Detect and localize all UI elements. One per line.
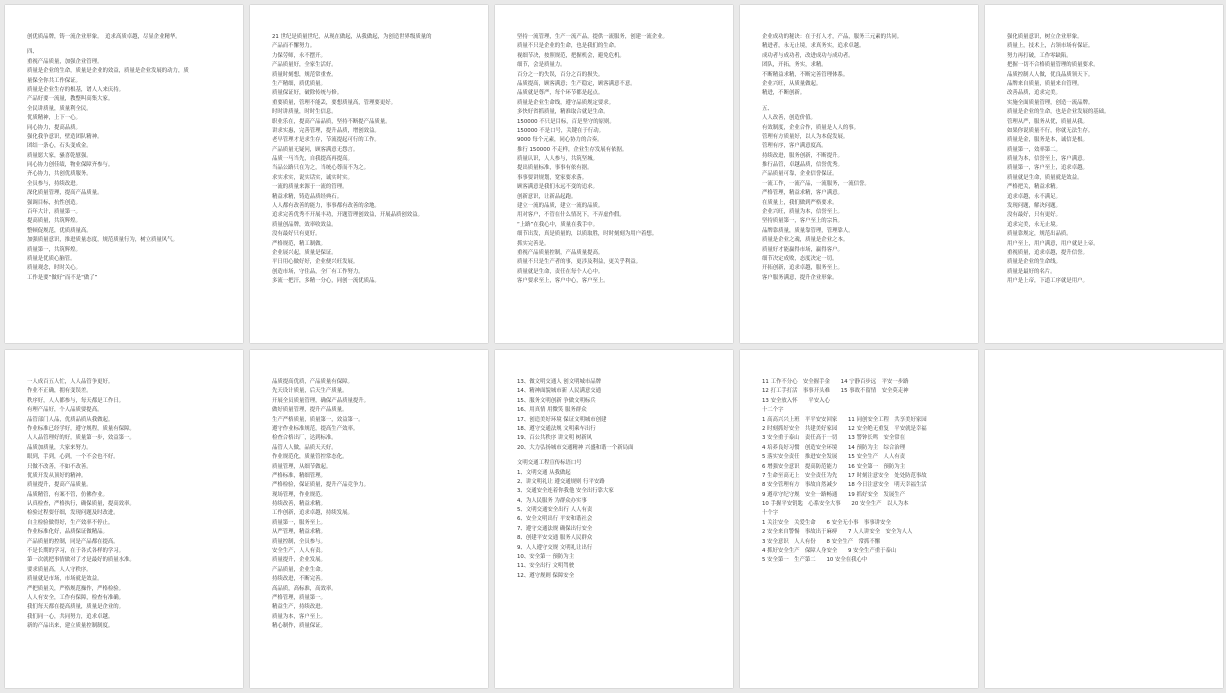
text-line: 质量为本，信誉至上，客户满意。 (1007, 156, 1088, 163)
text-line: 6 增强安全意识 提高防范能力 16 安全第一 预防为主 (762, 463, 906, 470)
text-line: 150000 不只是目标，百是坚守的原则。 (517, 118, 615, 125)
text-line: 品质提高优质，产品质量有保障。 (272, 379, 353, 385)
text-line: 检查合格出厂，达到标准。 (272, 435, 337, 442)
text-line: 精进者，永无止境，求真务实，追求卓越。 (762, 43, 865, 50)
text-line: 坚持一流管理，生产一流产品，提供一流服务，创建一流企业。 (517, 34, 668, 40)
text-line: 眼到，手到，心到，一个不会也不好。 (27, 454, 119, 461)
text-line: 1 高高兴兴上班 平平安安回家 11 同创安全工程 共享美好家园 (762, 416, 927, 423)
text-line: 量保全你共工作保证。 (27, 77, 81, 84)
text-line: 作业标准化好，品质保证做精品。 (27, 529, 108, 536)
page-8-content (517, 378, 721, 678)
text-line: 18、遵守交通法规 文明乘车出行 (517, 425, 596, 432)
text-line: 19、百公共秩序 讲文明 树新风 (517, 435, 592, 442)
text-line: 质量第一，服务至上。 (272, 519, 326, 526)
text-line: 21 世纪是质量世纪，从现在做起，从我做起，为创造世界级质量的 (272, 34, 432, 40)
text-line: 改善品质，追求完美。 (1007, 90, 1061, 97)
page-4 (740, 5, 978, 343)
text-line: 抓实完善是。 (517, 240, 550, 247)
text-line: 精益生产，持续改进。 (272, 604, 326, 611)
text-line: 有效制度，企业合作，质量是人人的事。 (762, 124, 860, 131)
text-line: 质量时刻想，规范常重查。 (272, 71, 337, 78)
text-line: 追求卓越，永不满足。 (1007, 193, 1061, 200)
text-line: 2、讲文明礼让 遵交通规则 行平安路 (517, 478, 605, 485)
text-line: 文明交通工程宣传标语口号 (517, 460, 582, 467)
text-line: 质量认识，人人参与，共筑坚城。 (517, 156, 598, 163)
text-line: 人人有安全，工作有保障，检查有准确。 (27, 594, 125, 601)
text-line: 质量就是市场，市场就是效益。 (27, 576, 103, 583)
text-line: 追求完美，永无止境。 (1007, 221, 1061, 228)
text-line: 品质控制人人做，优良品质领天下。 (1007, 71, 1094, 78)
text-line: 视细节决，按照规范，把握机会，避免危机。 (517, 52, 625, 59)
text-line: 细节决定成败，态度决定一切。 (762, 255, 838, 262)
text-line: 同心协力，提高品质。 (27, 124, 81, 131)
text-line: 提高质量，共筑辉煌。 (27, 218, 81, 225)
page-7-content (272, 378, 476, 678)
text-line: 实施全面质量管理，创造一流品牌。 (1007, 99, 1094, 106)
text-line: 努力再打破，工作零缺陷。 (1007, 52, 1072, 59)
text-line: 15、服务文明创新 争做文明标兵 (517, 397, 596, 404)
text-line: 追求完善优秀不开展丰功，开题管理创效益，开展品质创效益。 (272, 212, 423, 219)
text-line: 整顿促规范，优质质量高。 (27, 227, 92, 234)
text-line: 事事要讲规划，宽家要求落。 (517, 174, 588, 181)
text-line: 持续改进，不断完善。 (272, 576, 326, 583)
text-line: 安全生产，人人有责。 (272, 548, 326, 555)
text-line: 职业乐在，提高产品品质，坚持不断提产品质量。 (272, 118, 391, 125)
text-line: 平日用心做好好，企业便兴旺发展。 (272, 259, 359, 266)
text-line: 12、遵守规则 保障安全 (517, 572, 575, 579)
page-5-content (1007, 33, 1211, 333)
text-line: 严把质量关，严格规范操作，严格检验。 (27, 585, 125, 592)
text-line: 四、 (27, 49, 38, 56)
text-line: 严格规范，精工制做。 (272, 240, 326, 247)
text-line: 不断精益求精，不断完善管理体系。 (762, 71, 849, 78)
text-line: 品质就是尊严，每个环节都是起点。 (517, 90, 604, 97)
text-line: 质量愿大家，骚喜乾慰强。 (27, 152, 92, 159)
text-line: 人人都有改善的能力，事事都有改善的余地。 (272, 203, 380, 210)
text-line: 产品质量好，全家生活好。 (272, 62, 337, 69)
text-line: 强调目标，抗性创造。 (27, 199, 81, 206)
text-line: 人人改善，创造价值。 (762, 115, 816, 122)
text-line: 质量靠规定，规范出品质。 (1007, 231, 1072, 238)
text-line: 20、大力弘扬城市交通精神 兴盛和谐一个新局面 (517, 444, 634, 451)
page-1 (5, 5, 243, 343)
text-line: 强化质量意识，树立企业形象。 (1007, 34, 1083, 40)
text-line: 建立一流的品质，建立一流的品质。 (517, 203, 604, 210)
text-line: 作业规范化，质量管控常态化。 (272, 454, 348, 461)
text-line: 老早管理才是求生存，节流提起可行的工作。 (272, 137, 380, 144)
text-line: 精心制作，质量保证。 (272, 623, 326, 630)
text-line: 3 安全意识 人人有份 8 安全生产 常抓不懈 (762, 538, 881, 545)
text-line: 17、创造美好环境 保证文明城市创建 (517, 416, 607, 423)
text-line: 6、安全文明出行 平安和谐社会 (517, 516, 593, 523)
text-line: 产品而不懈努力。 (272, 43, 316, 50)
text-line: 质量保证好，破除传统与修。 (272, 90, 343, 97)
text-line: 当品公路只在为之，当统心尊而不为之。 (272, 165, 370, 172)
text-line: 16、用真情 用微笑 服务群众 (517, 407, 587, 414)
text-line: 产品质量无疑问，顾客满意无怨言。 (272, 146, 359, 153)
text-line: 检验过程要仔细，发现问题及时改进。 (27, 510, 119, 517)
text-line: 用对客户，不管在什么情况下，不弄虚作假。 (517, 212, 625, 219)
text-line: 质量第一，效率第二。 (1007, 146, 1061, 153)
page-4-content (762, 33, 966, 333)
page-3-content (517, 33, 721, 333)
text-line: 9000 每个元素，同心协力的合奏。 (517, 137, 603, 144)
text-line: 质量是企业生命线，遵守品质规定要求。 (517, 99, 615, 106)
text-line: 有理产品好，个人品质要提高。 (27, 407, 103, 414)
text-line: 5 落实安全责任 推进安全发展 15 安全生产 人人有责 (762, 454, 906, 461)
text-line: 8、创建平安交通 服务人民群众 (517, 535, 593, 542)
text-line: 先天设计质量，后天生产质量。 (272, 388, 348, 395)
text-line: 质量就是生命，质量就是效益。 (1007, 174, 1083, 181)
page-8 (495, 350, 733, 688)
text-line: 创新意识，让新品起跑。 (517, 193, 577, 200)
text-line: 质量是企业之魂，质量是企业之本。 (762, 237, 849, 244)
page-1-content (27, 33, 231, 333)
text-line: 加强质量意识，推进质量态度，规范质量行为，树立质量风气。 (27, 237, 178, 244)
text-line: 产品质量的控制，同是产品都在提高。 (27, 538, 119, 545)
page-7 (250, 350, 488, 688)
text-line: 品质提高，顾客满意；生产稳定，顾客满意不意。 (517, 80, 636, 87)
text-line: 力保劳师，永不摆开。 (272, 52, 326, 59)
text-line: 企业成功的秘诀：在于打人才，产品，服务三元素的共同。 (762, 34, 903, 40)
text-line: 11、安全出行 文明驾驶 (517, 563, 575, 570)
text-line: 不是长期的学习，在于各式各样的学习。 (27, 548, 125, 555)
text-line: 14、精神面貌城市新 人民满意交通 (517, 388, 602, 395)
text-line: 用户至上，用户满意，用户就是上帝。 (1007, 240, 1099, 247)
text-line: 细节出发，真是质量的，以质取胜，时时刻刻为用户着想。 (517, 231, 658, 238)
text-line: 3、交通安全连着你我他 安全出行靠大家 (517, 488, 614, 495)
text-line: 管理从严，服务从优，质量从我。 (1007, 118, 1088, 125)
text-line: 9、人人遵守交规 文明礼让出行 (517, 544, 593, 551)
text-line: 13、做文明交通人 创文明城市品牌 (517, 379, 602, 385)
text-line: 持续改进，服务创新，不断提升。 (762, 152, 843, 159)
text-line: 质量提升，企业发展。 (272, 557, 326, 564)
text-line: 求实求实，说实话实，诚实时实。 (272, 174, 353, 181)
text-line: 百分之一的失误，百分之百的损失。 (517, 71, 604, 78)
text-line: 质量上，技术上，占领市场有保证。 (1007, 43, 1094, 50)
page-2-content (272, 33, 476, 333)
text-line: 团队，开拓，务实，求精。 (762, 62, 827, 69)
text-line: 品管人人做，品质天天好。 (272, 444, 337, 451)
text-line: 质量是企业的生命，也是企业发展的基础。 (1007, 109, 1110, 116)
text-line: 质量第一，客户至上，追求卓越。 (1007, 165, 1088, 172)
text-line: 作业标准已经学好，遵守规程，质量有保障。 (27, 425, 135, 432)
page-10 (985, 350, 1223, 688)
text-line: 质量第一，共筑辉煌。 (27, 246, 81, 253)
text-line: 一流工作，一流产品，一流服务，一流信誉。 (762, 180, 870, 187)
text-line: 品牌来自质量，质量来自管理。 (1007, 80, 1083, 87)
page-2 (250, 5, 488, 343)
text-line: 质量是企业生存的根基，谱人人来庆持。 (27, 86, 125, 93)
text-line: 精益求精，铸造品质经典石。 (272, 193, 343, 200)
text-line: 质量控制，全员参与。 (272, 538, 326, 545)
text-line: 企业展兴起，质量是保证。 (272, 249, 337, 256)
text-line: 4 培养良好习惯 创造安全环境 14 预防为主 综合治理 (762, 444, 906, 451)
text-line: 5、文明交通安全出行 人人有责 (517, 507, 593, 514)
text-line: 时时讲质量，时时生信息。 (272, 109, 337, 116)
text-line: 严格检验，保证质量，提升产品竞争力。 (272, 482, 370, 489)
page-6-content (27, 378, 231, 678)
text-line: 品质精管，有案不管，仿佛作业。 (27, 491, 108, 498)
text-line: 重视产品质量，加强企业管理。 (27, 58, 103, 65)
text-line: 顾客满意是我们永远不变的追求。 (517, 184, 598, 191)
text-line: 坚持质量第一，客户至上的宗旨。 (762, 218, 843, 225)
text-line: 创优质品牌，铸一流企业形象。 追求高质卓越，尽显企业精华。 (27, 34, 181, 40)
text-line: 质量不只是生产者的事，更涉及利益，更关乎利益。 (517, 259, 641, 266)
text-line: 人人品管理好的好，质量第一步，效益第一。 (27, 435, 135, 442)
text-line: 9 遵章守纪守规 安全一路畅通 19 抓好安全 发展生产 (762, 491, 906, 498)
text-line: 五、 (762, 105, 773, 112)
text-line: 严格把关，精益求精。 (1007, 184, 1061, 191)
text-line: 工作创新，追求卓越，持续发展。 (272, 510, 353, 517)
text-line: 用户是上帝，下道工序就是用户。 (1007, 278, 1088, 285)
text-line: 没有最好，只有更好。 (1007, 212, 1061, 219)
text-line: 质量是最好的名片。 (1007, 268, 1056, 275)
text-line: 全员参与，持续改进。 (27, 180, 81, 187)
text-line: 秩序好，人人都参与，每天都是工作日。 (27, 397, 125, 404)
text-line: 质量是企业的生命，质量是企业的效益，质量是企业发展的动力，质 (27, 68, 189, 75)
text-line: 开拓创新，追求卓越，服务至上。 (762, 265, 843, 272)
text-line: 产品质量可靠，企业信誉保证。 (762, 171, 838, 178)
text-line: 推行品管，卓越品质，信誉优秀。 (762, 162, 843, 169)
text-line: 推行 150000 不走样，企业生存发展有依据。 (517, 146, 628, 153)
text-line: 精进，不断创新。 (762, 90, 806, 97)
text-line: 严格管理，精益求精，客户满意。 (762, 190, 843, 197)
text-line: 质量提升，提高产品质量。 (27, 482, 92, 489)
text-line: 齐心协力，共创优质服务。 (27, 171, 92, 178)
text-line: 同心协力创佳绩，物业保障齐参与。 (27, 162, 114, 169)
text-line: 质量是金，服务是本，诚信是根。 (1007, 137, 1088, 144)
page-9-content (762, 378, 966, 678)
text-line: 成功者与成功者，改进成功与成功者。 (762, 52, 854, 59)
text-line: 重视质量，追求卓越，提升信誉。 (1007, 249, 1088, 256)
text-line: “上路”在我心中，质量在我手中。 (517, 221, 599, 228)
text-line: 细节，会是质量力。 (517, 62, 566, 69)
text-line: 十二个字 (762, 407, 784, 414)
text-line: 深化质量管理，提高产品质量。 (27, 190, 103, 197)
text-line: 管理有方质量好，以人为本促发展。 (762, 133, 849, 140)
text-line: 1 关注安全 关爱生命 6 安全无小事 事事讲安全 (762, 519, 891, 526)
text-line: 百年大计，质量第一。 (27, 209, 81, 216)
text-line: 产品质量，企业生命。 (272, 566, 326, 573)
text-line: 多流一把汗，多精一分心，同创一流优质品。 (272, 278, 380, 285)
page-6 (5, 350, 243, 688)
text-line: 提出质量标准，事事有依有据。 (517, 165, 593, 172)
text-line: 质量就是生命，责任在每个人心中。 (517, 268, 604, 275)
text-line: 质量好才能赢得市场，赢得客户。 (762, 246, 843, 253)
text-line: 品牌靠质量，质量靠管理，管理靠人。 (762, 227, 854, 234)
text-line: 重要质量，管理不能丢，要想质量高，管理要更好。 (272, 99, 396, 106)
text-line: 持续改善，精益求精。 (272, 501, 326, 508)
text-line: 从严管理，精益求精。 (272, 529, 326, 536)
text-line: 2 时刻抓好安全 共建美好家园 12 安全绝无重复 平安就是幸福 (762, 425, 927, 432)
text-line: 管理有序，客户满意度高。 (762, 143, 827, 150)
text-line: 第一次就把事情做对了才是最好的质量水准。 (27, 557, 135, 564)
text-line: 创造市场，守住品，全厂有工作努力。 (272, 268, 364, 275)
text-line: 1、文明交通 从我做起 (517, 469, 571, 476)
text-line: 我们每天都在提高质量，质量是企业的。 (27, 604, 125, 611)
page-5 (985, 5, 1223, 343)
text-line: 重视产品质量控制，产品质量提高。 (517, 249, 604, 256)
text-line: 发现问题，解决问题。 (1007, 203, 1061, 210)
text-line: 如果你说质量不行，你就无法生存。 (1007, 127, 1094, 134)
text-line: 在质量上，我们做到严格要求。 (762, 199, 838, 206)
text-line: 质量创品牌，效率收效益。 (272, 221, 337, 228)
text-line: 强化我争意识，壁造团队精神。 (27, 133, 103, 140)
text-line: 质量观念，时时关心。 (27, 265, 81, 272)
text-line: 品管部门人品，优质品质从我做起。 (27, 416, 114, 423)
text-line: 10 手握平安钥匙 心系安全大事 20 安全生产 以人为本 (762, 501, 909, 508)
text-line: 4、为人民服务 为群众办实事 (517, 497, 587, 504)
text-line: 质量不只是企业的生命，也是我们的生命。 (517, 43, 620, 50)
page-3 (495, 5, 733, 343)
text-line: 质量为本，客户至上。 (272, 613, 326, 620)
text-line: 要求质量高，人人守秩序。 (27, 566, 92, 573)
text-line: 作业不正确，拥有变误差。 (27, 388, 92, 395)
text-line: 质量是优质心脑管。 (27, 255, 76, 262)
text-line: 7 生命至高无上 安全责任为先 17 时刻注意安全 处处防范事故 (762, 472, 927, 479)
text-line: 12 打工手打活 事事开头难 15 事故不留情 安全莫走神 (762, 388, 909, 395)
page-9 (740, 350, 978, 688)
text-line: 优质开发从顶好的精神。 (27, 472, 87, 479)
text-line: 开展全员质量管理，确保产品质量提升。 (272, 397, 370, 404)
text-line: 只做不改善，不如不改善。 (27, 463, 92, 470)
text-line: 新的产品出来，建立质量控制制度。 (27, 623, 114, 630)
text-line: 认真检查，严格执行，确保质量，提高效率。 (27, 501, 135, 508)
text-line: 13 安全放入怀 平安入心 (762, 397, 830, 404)
text-line: 遵守作业标准规范，提高生产效率。 (272, 425, 359, 432)
text-line: 把握一切不合格质量管理的质量要求。 (1007, 62, 1099, 69)
text-line: 现场管理，作业规范。 (272, 491, 326, 498)
text-line: 7、遵守交通法规 确保出行安全 (517, 525, 593, 532)
text-line: 自主检验做得好，生产效率不停止。 (27, 519, 114, 526)
text-line: 十个字 (762, 510, 779, 517)
text-line: 严格管理，质量第一。 (272, 594, 326, 601)
text-line: 多快好省抓质量，精准取合就是生命。 (517, 109, 609, 116)
text-line: 全民讲质量，质量利全民。 (27, 105, 92, 112)
text-line: 我们同一心，共同努力，追求卓越。 (27, 613, 114, 620)
text-line: 企业兴旺，从质量做起。 (762, 80, 822, 87)
text-line: 8 安全管理有方 事故自然减少 18 今日注意安全 明天幸福生活 (762, 482, 927, 489)
text-line: 一流的质量来源于一流的管理。 (272, 184, 348, 191)
text-line: 一人成百五人忙，人人品管争更好。 (27, 379, 114, 385)
text-line: 客户服务满意，提升企业形象。 (762, 274, 838, 281)
text-line: 产品好要一流量，教整叫高集大家。 (27, 96, 114, 103)
text-line: 高品质，高标准，高效率。 (272, 585, 337, 592)
text-line: 质量管理，从细节做起。 (272, 463, 332, 470)
text-line: 严格标准，精细管理。 (272, 472, 326, 479)
text-line: 没有最好只有更好。 (272, 231, 321, 238)
text-line: 150000 不是口号，关键在于行动。 (517, 127, 604, 134)
text-line: 4 抓好安全生产 保障人身安全 9 安全生产重于泰山 (762, 548, 897, 555)
text-line: 品质一马当先，自我提高再提高。 (272, 156, 353, 163)
text-line: 企业兴旺，质量为本，信誉至上。 (762, 209, 843, 216)
text-line: 质量是企业的生命线。 (1007, 259, 1061, 266)
text-line: 3 安全重于泰山 责任高于一切 13 警钟长鸣 安全常在 (762, 435, 906, 442)
text-line: 11 工作不分心 安全握手金 14 宁静百步远 平安一步路 (762, 379, 909, 385)
text-line: 10、安全第一 预防为主 (517, 554, 575, 561)
text-line: 做好质量管理，提升产品质量。 (272, 407, 348, 414)
text-line: 团结一条心，石头变成金。 (27, 143, 92, 150)
page-10-content (1007, 378, 1211, 678)
text-line: 品质加质量，大家来努力。 (27, 444, 92, 451)
text-line: 讲求实惠，完善管理，提升品质，增创效益。 (272, 127, 380, 134)
text-line: 工作是要“做好”而不是“做了” (27, 274, 98, 281)
text-line: 客户要求至上，客户中心，客户至上。 (517, 278, 609, 285)
text-line: 优质精神，上下一心。 (27, 115, 81, 122)
text-line: 2 安全来自警惕 事故出于麻痹 7 人人讲安全 安全为人人 (762, 529, 913, 536)
text-line: 生产严格质量，质量第一，效益第一。 (272, 416, 364, 423)
text-line: 生产精细，质优质量。 (272, 80, 326, 87)
text-line: 5 安全第一 生产第二 10 安全在我心中 (762, 557, 868, 564)
